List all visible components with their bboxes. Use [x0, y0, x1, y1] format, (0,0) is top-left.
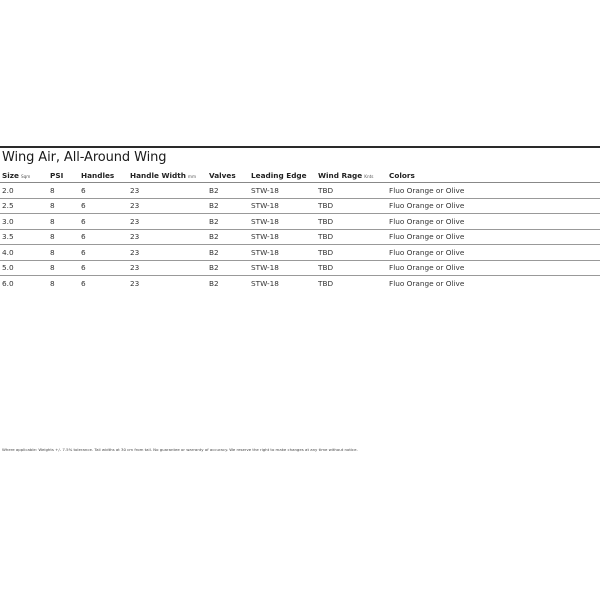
cell-colors: Fluo Orange or Olive	[387, 183, 600, 199]
cell-valves: B2	[207, 260, 249, 276]
cell-handle-width: 23	[128, 183, 207, 199]
cell-colors: Fluo Orange or Olive	[387, 214, 600, 230]
cell-handles: 6	[79, 229, 128, 245]
cell-handle-width: 23	[130, 278, 140, 288]
cell-size: 6.0	[2, 278, 14, 288]
specs-table	[0, 168, 600, 291]
cell-handles: 6	[79, 260, 128, 276]
cell-leading-edge: STW-18	[249, 183, 316, 199]
cell-handle-width: 23	[128, 198, 207, 214]
header-wind-range: Wind Rage Knts	[316, 168, 387, 183]
cell-leading-edge: STW-18	[249, 229, 316, 245]
header-valves: Valves	[207, 168, 249, 183]
cell-psi: 8	[48, 260, 79, 276]
header-handle-width: Handle Width mm	[128, 168, 207, 183]
cell-handle-width: 23	[128, 229, 207, 245]
cell-size: 5.0	[0, 260, 48, 276]
cell-size: 3.5	[0, 229, 48, 245]
cell-wind-range: TBD	[316, 260, 387, 276]
table-row	[0, 198, 600, 214]
cell-handles: 6	[79, 214, 128, 230]
cell-colors: Fluo Orange or Olive	[387, 229, 600, 245]
cell-wind-range: TBD	[316, 229, 387, 245]
cell-psi: 8	[48, 214, 79, 230]
cell-size: 2.5	[0, 198, 48, 214]
header-leading-edge: Leading Edge	[249, 168, 316, 183]
header-colors: Colors	[387, 168, 600, 183]
cell-size: 3.0	[0, 214, 48, 230]
cell-leading-edge: STW-18	[249, 198, 316, 214]
cell-valves: B2	[207, 229, 249, 245]
cell-valves: B2	[207, 214, 249, 230]
cell-valves: B2	[209, 278, 219, 288]
cell-psi: 8	[50, 278, 55, 288]
table-row	[0, 214, 600, 230]
cell-handles: 6	[79, 245, 128, 261]
cell-leading-edge: STW-18	[249, 245, 316, 261]
table-row	[0, 229, 600, 245]
header-psi: PSI	[48, 168, 79, 183]
cell-valves: B2	[207, 245, 249, 261]
cell-psi: 8	[48, 245, 79, 261]
top-rule-divider	[0, 146, 600, 148]
cell-handle-width: 23	[128, 245, 207, 261]
cell-size: 4.0	[0, 245, 48, 261]
table-row	[0, 183, 600, 199]
cell-wind-range: TBD	[318, 278, 334, 288]
cell-leading-edge: STW-18	[249, 214, 316, 230]
page-title: Wing Air, All-Around Wing	[2, 150, 167, 165]
cell-handles: 6	[79, 183, 128, 199]
cell-psi: 8	[48, 229, 79, 245]
cell-psi: 8	[48, 183, 79, 199]
cell-handle-width: 23	[128, 214, 207, 230]
cell-handles: 6	[79, 198, 128, 214]
cell-wind-range: TBD	[316, 245, 387, 261]
cell-colors: Fluo Orange or Olive	[389, 278, 465, 288]
cell-psi: 8	[48, 198, 79, 214]
cell-colors: Fluo Orange or Olive	[387, 260, 600, 276]
cell-wind-range: TBD	[316, 198, 387, 214]
cell-valves: B2	[207, 183, 249, 199]
table-row	[0, 260, 600, 276]
cell-wind-range: TBD	[316, 183, 387, 199]
cell-size: 2.0	[0, 183, 48, 199]
cell-wind-range: TBD	[316, 214, 387, 230]
cell-handles: 6	[81, 278, 86, 288]
cell-handle-width: 23	[128, 260, 207, 276]
table-row	[0, 276, 600, 291]
cell-leading-edge: STW-18	[249, 260, 316, 276]
cell-valves: B2	[207, 198, 249, 214]
cell-leading-edge: STW-18	[251, 278, 279, 288]
header-handles: Handles	[79, 168, 128, 183]
table-header-row	[0, 168, 600, 183]
cell-colors: Fluo Orange or Olive	[387, 198, 600, 214]
header-size: Size Sqm	[0, 168, 48, 183]
table-row	[0, 245, 600, 261]
cell-colors: Fluo Orange or Olive	[387, 245, 600, 261]
disclaimer-text: Where applicable: Weights +/- 7.5% tolerance. Tail widths at 30 cm from tail. No guarantee or warranty of accuracy. We reserve the right to make changes at any time without notice.	[2, 447, 358, 452]
